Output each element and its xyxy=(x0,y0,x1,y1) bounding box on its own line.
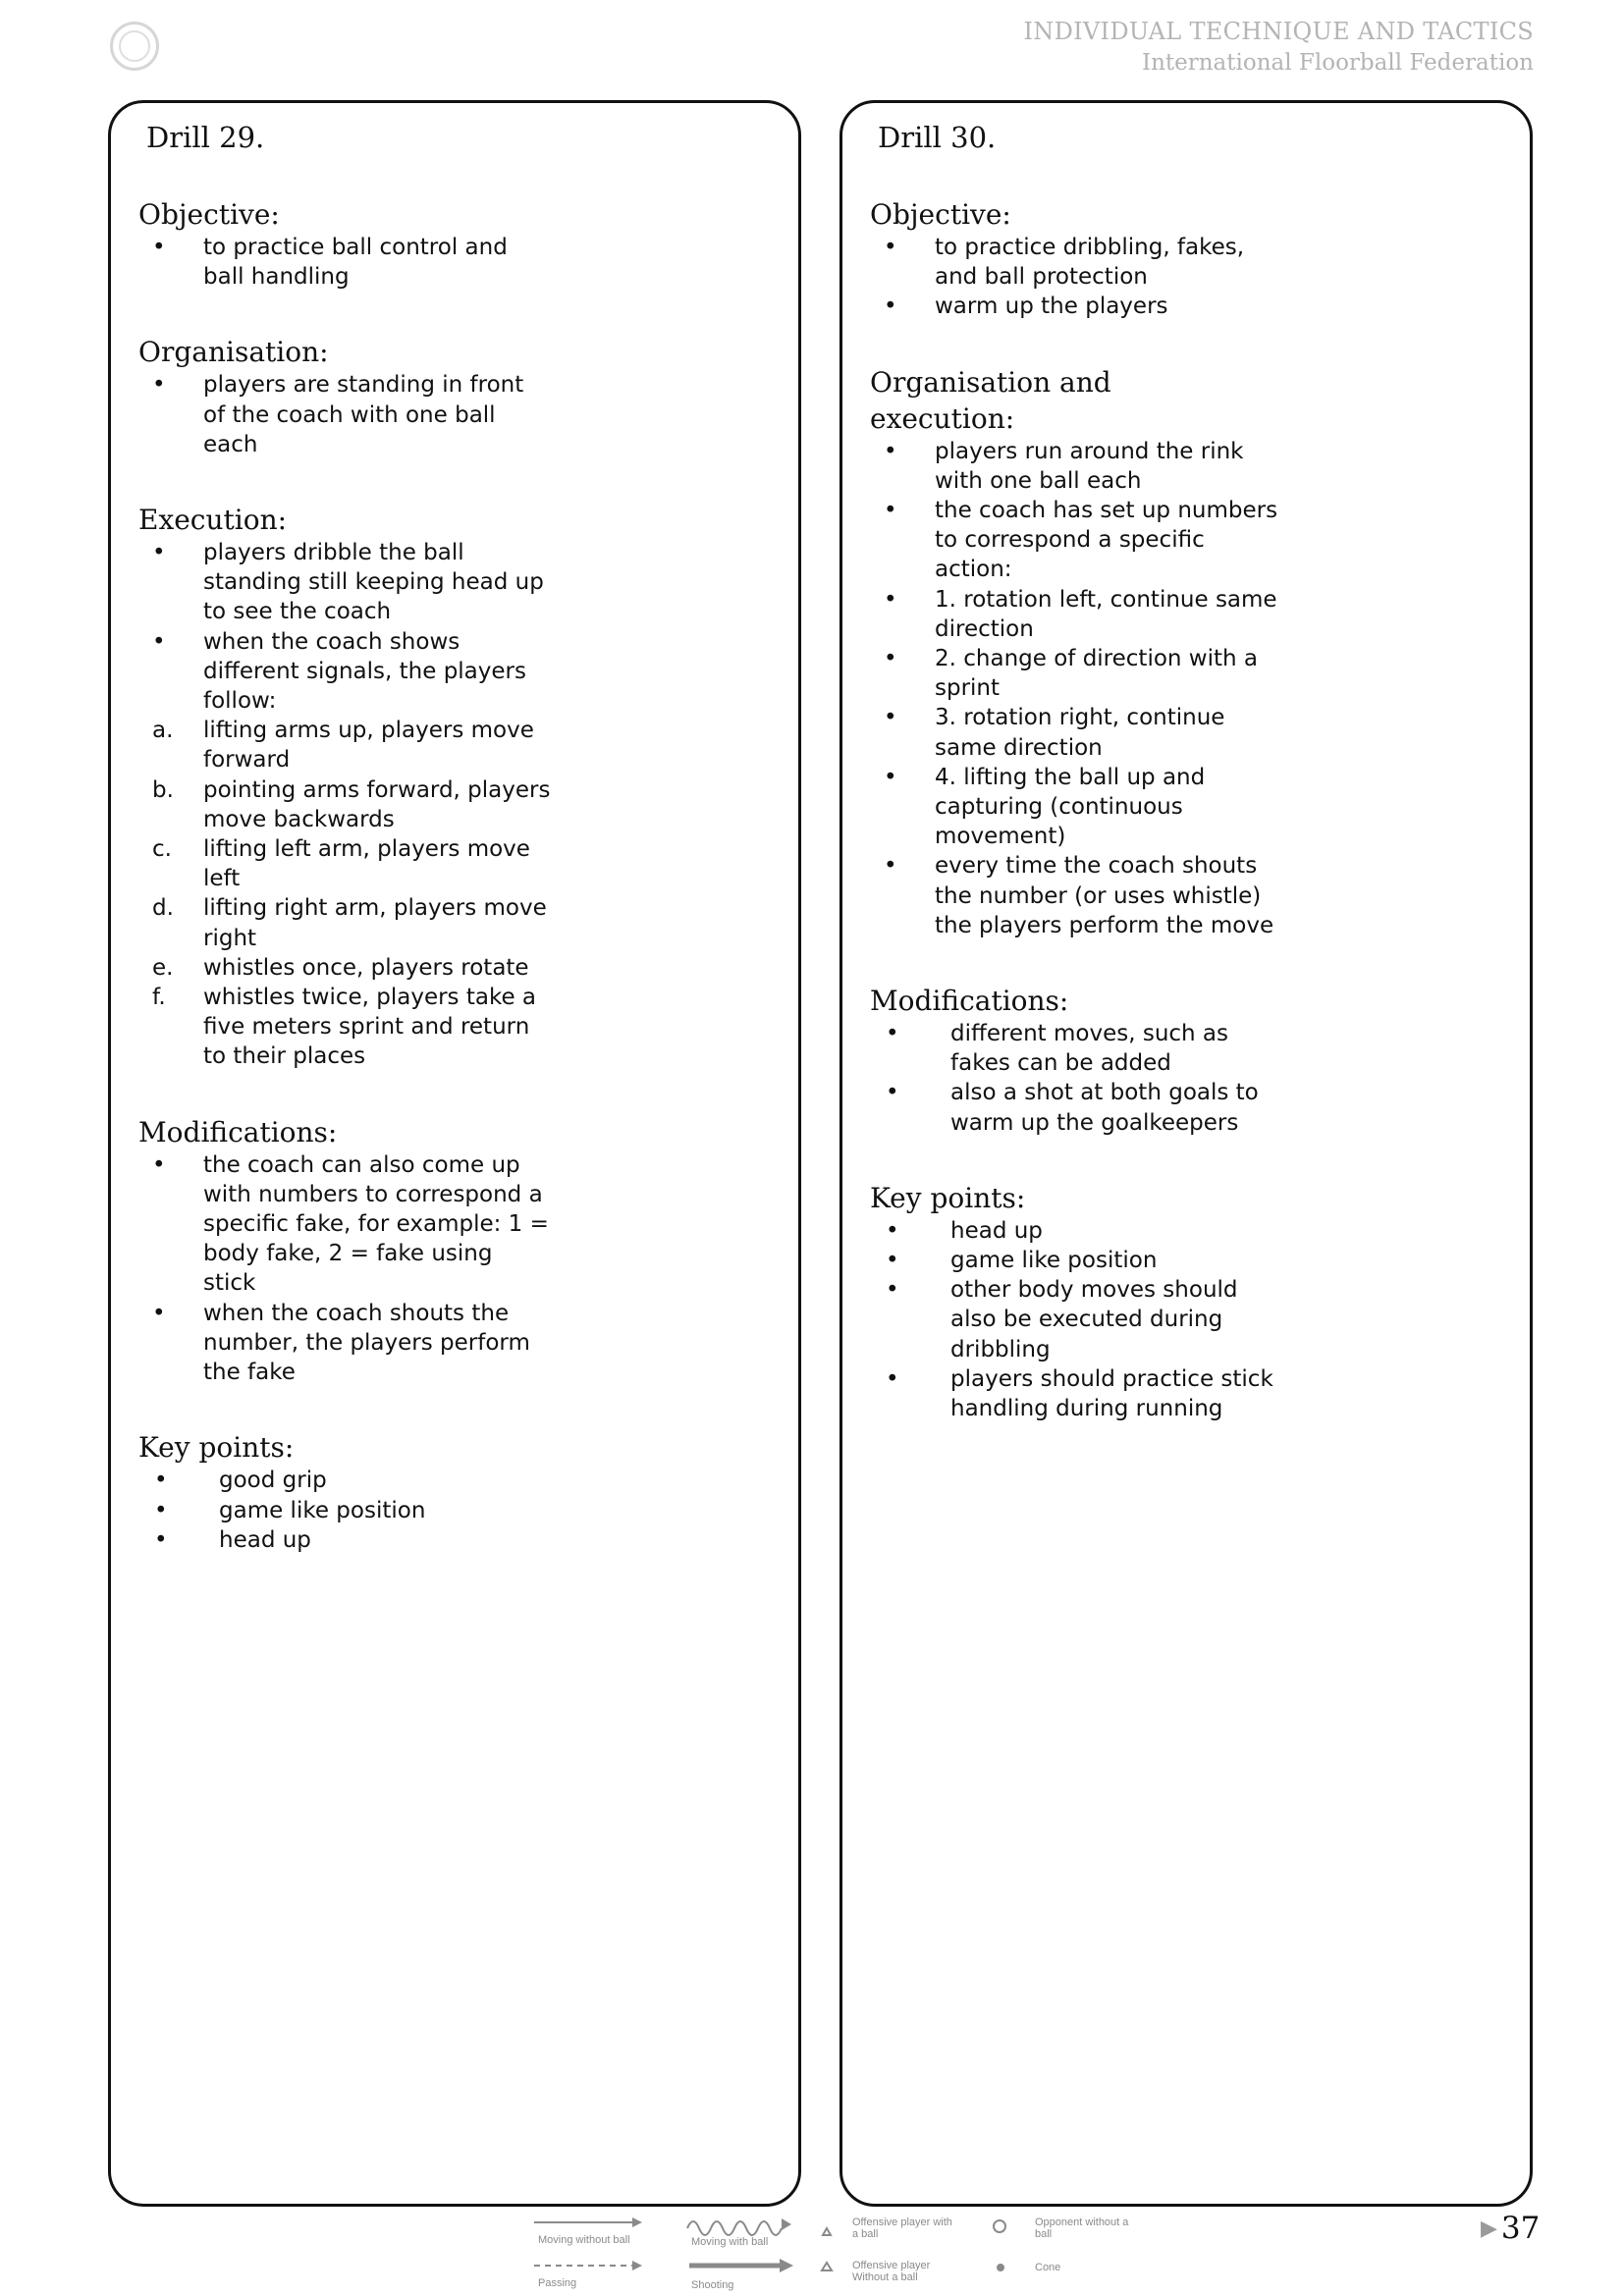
drill-30-content xyxy=(870,196,1282,1423)
drill-29-content xyxy=(138,196,551,1555)
header-subtitle: International Floorball Federation xyxy=(1142,50,1534,76)
list-item: b. pointing arms forward, players move backwards xyxy=(152,776,551,832)
list-item: • warm up the players xyxy=(884,294,1168,320)
modifications-list xyxy=(138,1150,551,1388)
list-item: • players are standing in front of the coach with one ball each xyxy=(152,372,524,457)
key-points-list xyxy=(138,1466,551,1555)
list-item: • when the coach shouts the number, the players perform the fake xyxy=(152,1300,530,1386)
modifications-heading: Modifications: xyxy=(870,985,1069,1018)
legend-moving-with-ball: Moving with ball xyxy=(691,2236,769,2248)
moving-with-ball-line xyxy=(687,2221,782,2235)
modifications-list xyxy=(870,1019,1282,1138)
list-item: • other body moves should also be executed during dribbling xyxy=(886,1277,1238,1362)
organisation-heading: Organisation and execution: xyxy=(870,365,1111,435)
list-item: d. lifting right arm, players move right xyxy=(152,895,547,951)
list-item: • game like position xyxy=(154,1497,426,1523)
list-item: • head up xyxy=(886,1217,1043,1244)
header-title: INDIVIDUAL TECHNIQUE AND TACTICS xyxy=(1023,18,1534,45)
key-points-heading: Key points: xyxy=(138,1431,295,1465)
offensive-without-ball-symbol xyxy=(822,2263,832,2270)
list-item: a. lifting arms up, players move forward xyxy=(152,718,534,774)
list-item: • 2. change of direction with a sprint xyxy=(884,646,1258,702)
page-header xyxy=(1024,16,1534,79)
list-item: • 4. lifting the ball up and capturing (continuous movement) xyxy=(884,764,1206,850)
list-item: • 3. rotation right, continue same direction xyxy=(884,705,1225,761)
modifications-heading: Modifications: xyxy=(138,1115,338,1148)
objective-list xyxy=(138,233,551,292)
legend-moving-without-ball: Moving without ball xyxy=(538,2234,630,2246)
list-item: • when the coach shows different signals, the players follow: xyxy=(152,628,526,715)
execution-heading: Execution: xyxy=(138,504,288,537)
list-item: • head up xyxy=(154,1526,311,1553)
list-item: c. lifting left arm, players move left xyxy=(152,836,530,892)
organisation-heading: Organisation: xyxy=(138,336,329,369)
list-item: • to practice dribbling, fakes, and ball protection xyxy=(884,235,1245,291)
drill-29-title: Drill 29. xyxy=(146,121,265,154)
play-arrow-icon: ▶ xyxy=(1481,2216,1497,2241)
iff-logo xyxy=(110,22,159,71)
legend-shooting: Shooting xyxy=(691,2279,734,2291)
list-item: • the coach has set up numbers to correspond a specific action: xyxy=(884,498,1278,583)
objective-heading: Objective: xyxy=(870,198,1011,231)
cone-symbol xyxy=(998,2265,1003,2270)
organisation-list xyxy=(138,370,551,459)
drill-30-panel xyxy=(839,100,1533,2207)
legend-offensive-without-ball: Offensive player Without a ball xyxy=(852,2260,931,2283)
legend-opponent-without-ball: Opponent without a ball xyxy=(1035,2216,1129,2240)
list-item: • good grip xyxy=(154,1468,327,1494)
list-item: • players run around the rink with one ball each xyxy=(884,438,1244,494)
page-number: ▶ 37 xyxy=(1481,2211,1541,2246)
symbol-legend xyxy=(530,2205,1139,2293)
key-points-list xyxy=(870,1216,1282,1423)
objective-list xyxy=(870,233,1282,322)
drill-29-panel xyxy=(108,100,801,2207)
legend-offensive-with-ball: Offensive player with a ball xyxy=(852,2216,952,2240)
organisation-list xyxy=(870,437,1282,940)
legend-cone: Cone xyxy=(1035,2262,1061,2273)
list-item: • to practice ball control and ball handling xyxy=(152,235,508,291)
execution-list xyxy=(138,538,551,1072)
list-item: f. whistles twice, players take a five meters sprint and return to their places xyxy=(152,985,537,1070)
list-item: • game like position xyxy=(886,1248,1158,1274)
legend-passing: Passing xyxy=(538,2277,577,2289)
objective-heading: Objective: xyxy=(138,198,280,231)
list-item: • 1. rotation left, continue same direction xyxy=(884,586,1277,642)
drill-30-title: Drill 30. xyxy=(878,121,997,154)
list-item: • different moves, such as fakes can be added xyxy=(886,1021,1229,1077)
offensive-with-ball-symbol xyxy=(823,2228,831,2235)
list-item: • also a shot at both goals to warm up the goalkeepers xyxy=(886,1080,1259,1136)
opponent-symbol xyxy=(994,2220,1005,2232)
key-points-heading: Key points: xyxy=(870,1181,1026,1214)
list-item: • players should practice stick handling during running xyxy=(886,1365,1273,1422)
list-item: • the coach can also come up with numbers to correspond a specific fake, for example: 1 = body fake, 2 = fake using stick xyxy=(152,1151,549,1297)
list-item: e. whistles once, players rotate xyxy=(152,954,529,981)
list-item: • players dribble the ball standing still keeping head up to see the coach xyxy=(152,540,544,625)
list-item: • every time the coach shouts the number (or uses whistle) the players perform the move xyxy=(884,853,1274,938)
